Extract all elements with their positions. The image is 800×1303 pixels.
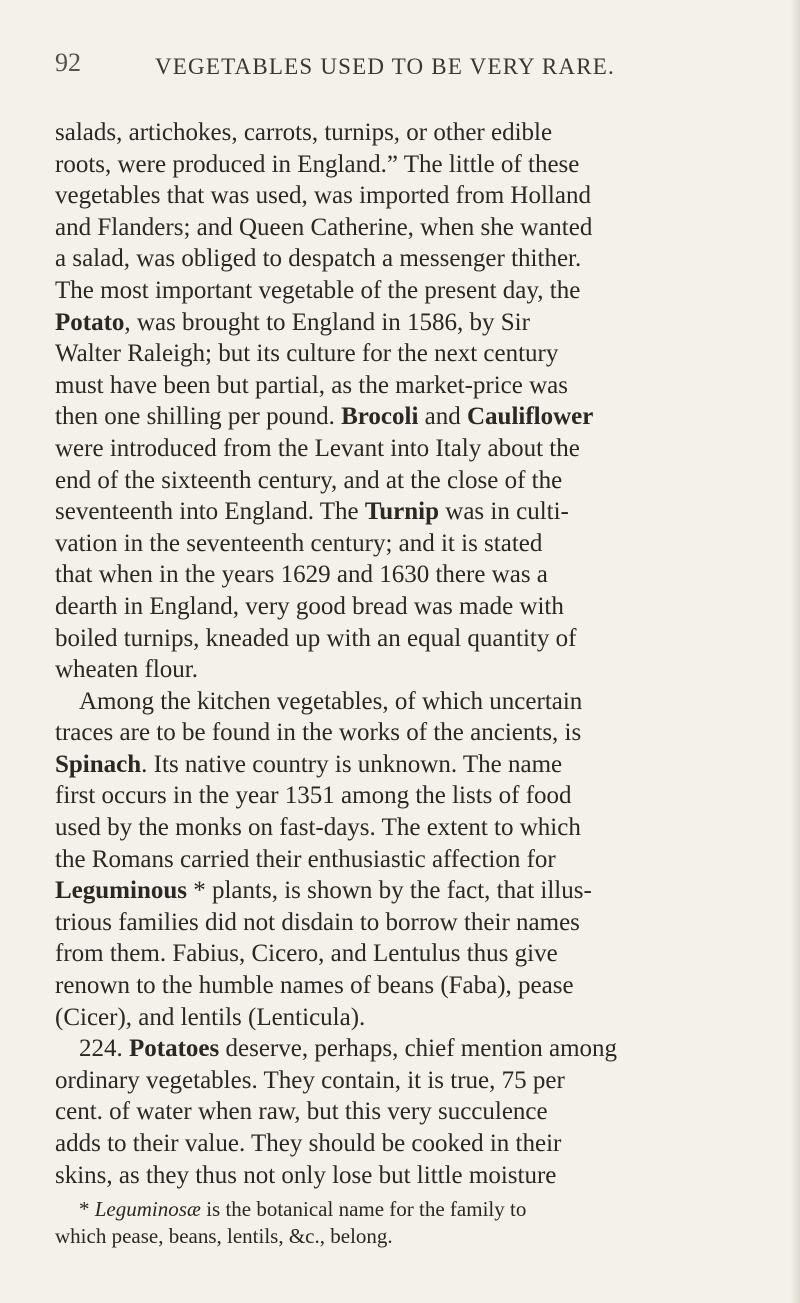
text-line: skins, as they thus not only lose but little moisture <box>55 1161 557 1189</box>
footnote-line: which pease, beans, lentils, &c., belong. <box>55 1224 393 1248</box>
text-line: renown to the humble names of beans (Faba), pease <box>55 972 574 1000</box>
text-line: roots, were produced in England.” The little of these <box>55 150 580 178</box>
text-line: first occurs in the year 1351 among the lists of food <box>55 782 572 810</box>
text-fragment: then one shilling per pound. <box>55 403 342 431</box>
text-line <box>55 401 790 433</box>
text-fragment: seventeenth into England. The <box>55 498 365 526</box>
text-line: that when in the years 1629 and 1630 there was a <box>55 561 548 589</box>
text-fragment: * plants, is shown by the fact, that illus- <box>186 877 592 905</box>
text-fragment: , was brought to England in 1586, by Sir <box>124 308 530 336</box>
text-line: Walter Raleigh; but its culture for the next century <box>55 340 559 368</box>
text-fragment: and <box>418 403 467 431</box>
text-line: from them. Fabius, Cicero, and Lentulus thus give <box>55 940 558 968</box>
text-line <box>55 749 790 781</box>
text-line: vation in the seventeenth century; and it is stated <box>55 529 543 557</box>
text-line: salads, artichokes, carrots, turnips, or other edible <box>55 119 553 146</box>
term-potatoes: Potatoes <box>129 1035 220 1063</box>
text-line: cent. of water when raw, but this very succulence <box>55 1098 548 1126</box>
text-line: ordinary vegetables. They contain, it is true, 75 per <box>55 1066 565 1094</box>
term-cauliflower: Cauliflower <box>467 403 594 431</box>
footnote-marker: * <box>79 1197 95 1221</box>
paragraph-start: Among the kitchen vegetables, of which uncertain <box>79 687 583 715</box>
text-line: trious families did not disdain to borrow their names <box>55 908 580 936</box>
footnote-text: is the botanical name for the family to <box>200 1197 527 1221</box>
text-line: traces are to be found in the works of the ancients, is <box>55 719 582 747</box>
text-line: and Flanders; and Queen Catherine, when she wanted <box>55 213 593 241</box>
footnote-term: Leguminosæ <box>94 1197 201 1221</box>
text-line <box>55 496 790 528</box>
text-fragment: was in culti- <box>439 498 569 526</box>
text-line: a salad, was obliged to despatch a messenger thither. <box>55 245 582 273</box>
term-spinach: Spinach <box>55 750 142 778</box>
text-fragment: deserve, perhaps, chief mention among <box>219 1035 618 1063</box>
text-line: wheaten flour. <box>55 656 199 684</box>
term-leguminous: Leguminous <box>55 877 187 905</box>
section-number: 224. <box>79 1035 129 1063</box>
footnote-line <box>55 1196 790 1223</box>
text-line: vegetables that was used, was imported from Holland <box>55 182 591 210</box>
term-brocoli: Brocoli <box>341 403 419 431</box>
term-turnip: Turnip <box>364 498 440 526</box>
text-line: adds to their value. They should be cooked in their <box>55 1130 562 1157</box>
text-line <box>55 875 790 907</box>
text-line: dearth in England, very good bread was made with <box>55 592 564 620</box>
term-potato: Potato <box>55 308 125 336</box>
page-edge-shadow <box>790 0 800 1303</box>
paragraph-start <box>55 1033 790 1065</box>
footnote <box>55 1196 790 1250</box>
text-line: the Romans carried their enthusiastic affection for <box>55 845 556 873</box>
text-fragment: . Its native country is unknown. The name <box>141 750 563 778</box>
page-number: 92 <box>55 48 81 77</box>
text-line: were introduced from the Levant into Italy about the <box>55 434 580 462</box>
text-line: must have been but partial, as the market-price was <box>55 371 569 399</box>
text-line: (Cicer), and lentils (Lenticula). <box>55 1003 366 1031</box>
text-line <box>55 307 790 339</box>
running-title: VEGETABLES USED TO BE VERY RARE. <box>155 54 615 79</box>
body-text <box>55 117 790 1191</box>
text-line: boiled turnips, kneaded up with an equal quantity of <box>55 624 577 652</box>
text-line: used by the monks on fast-days. The extent to which <box>55 814 581 842</box>
running-head <box>55 48 775 88</box>
text-line: end of the sixteenth century, and at the close of the <box>55 466 563 494</box>
text-line: The most important vegetable of the present day, the <box>55 276 581 304</box>
